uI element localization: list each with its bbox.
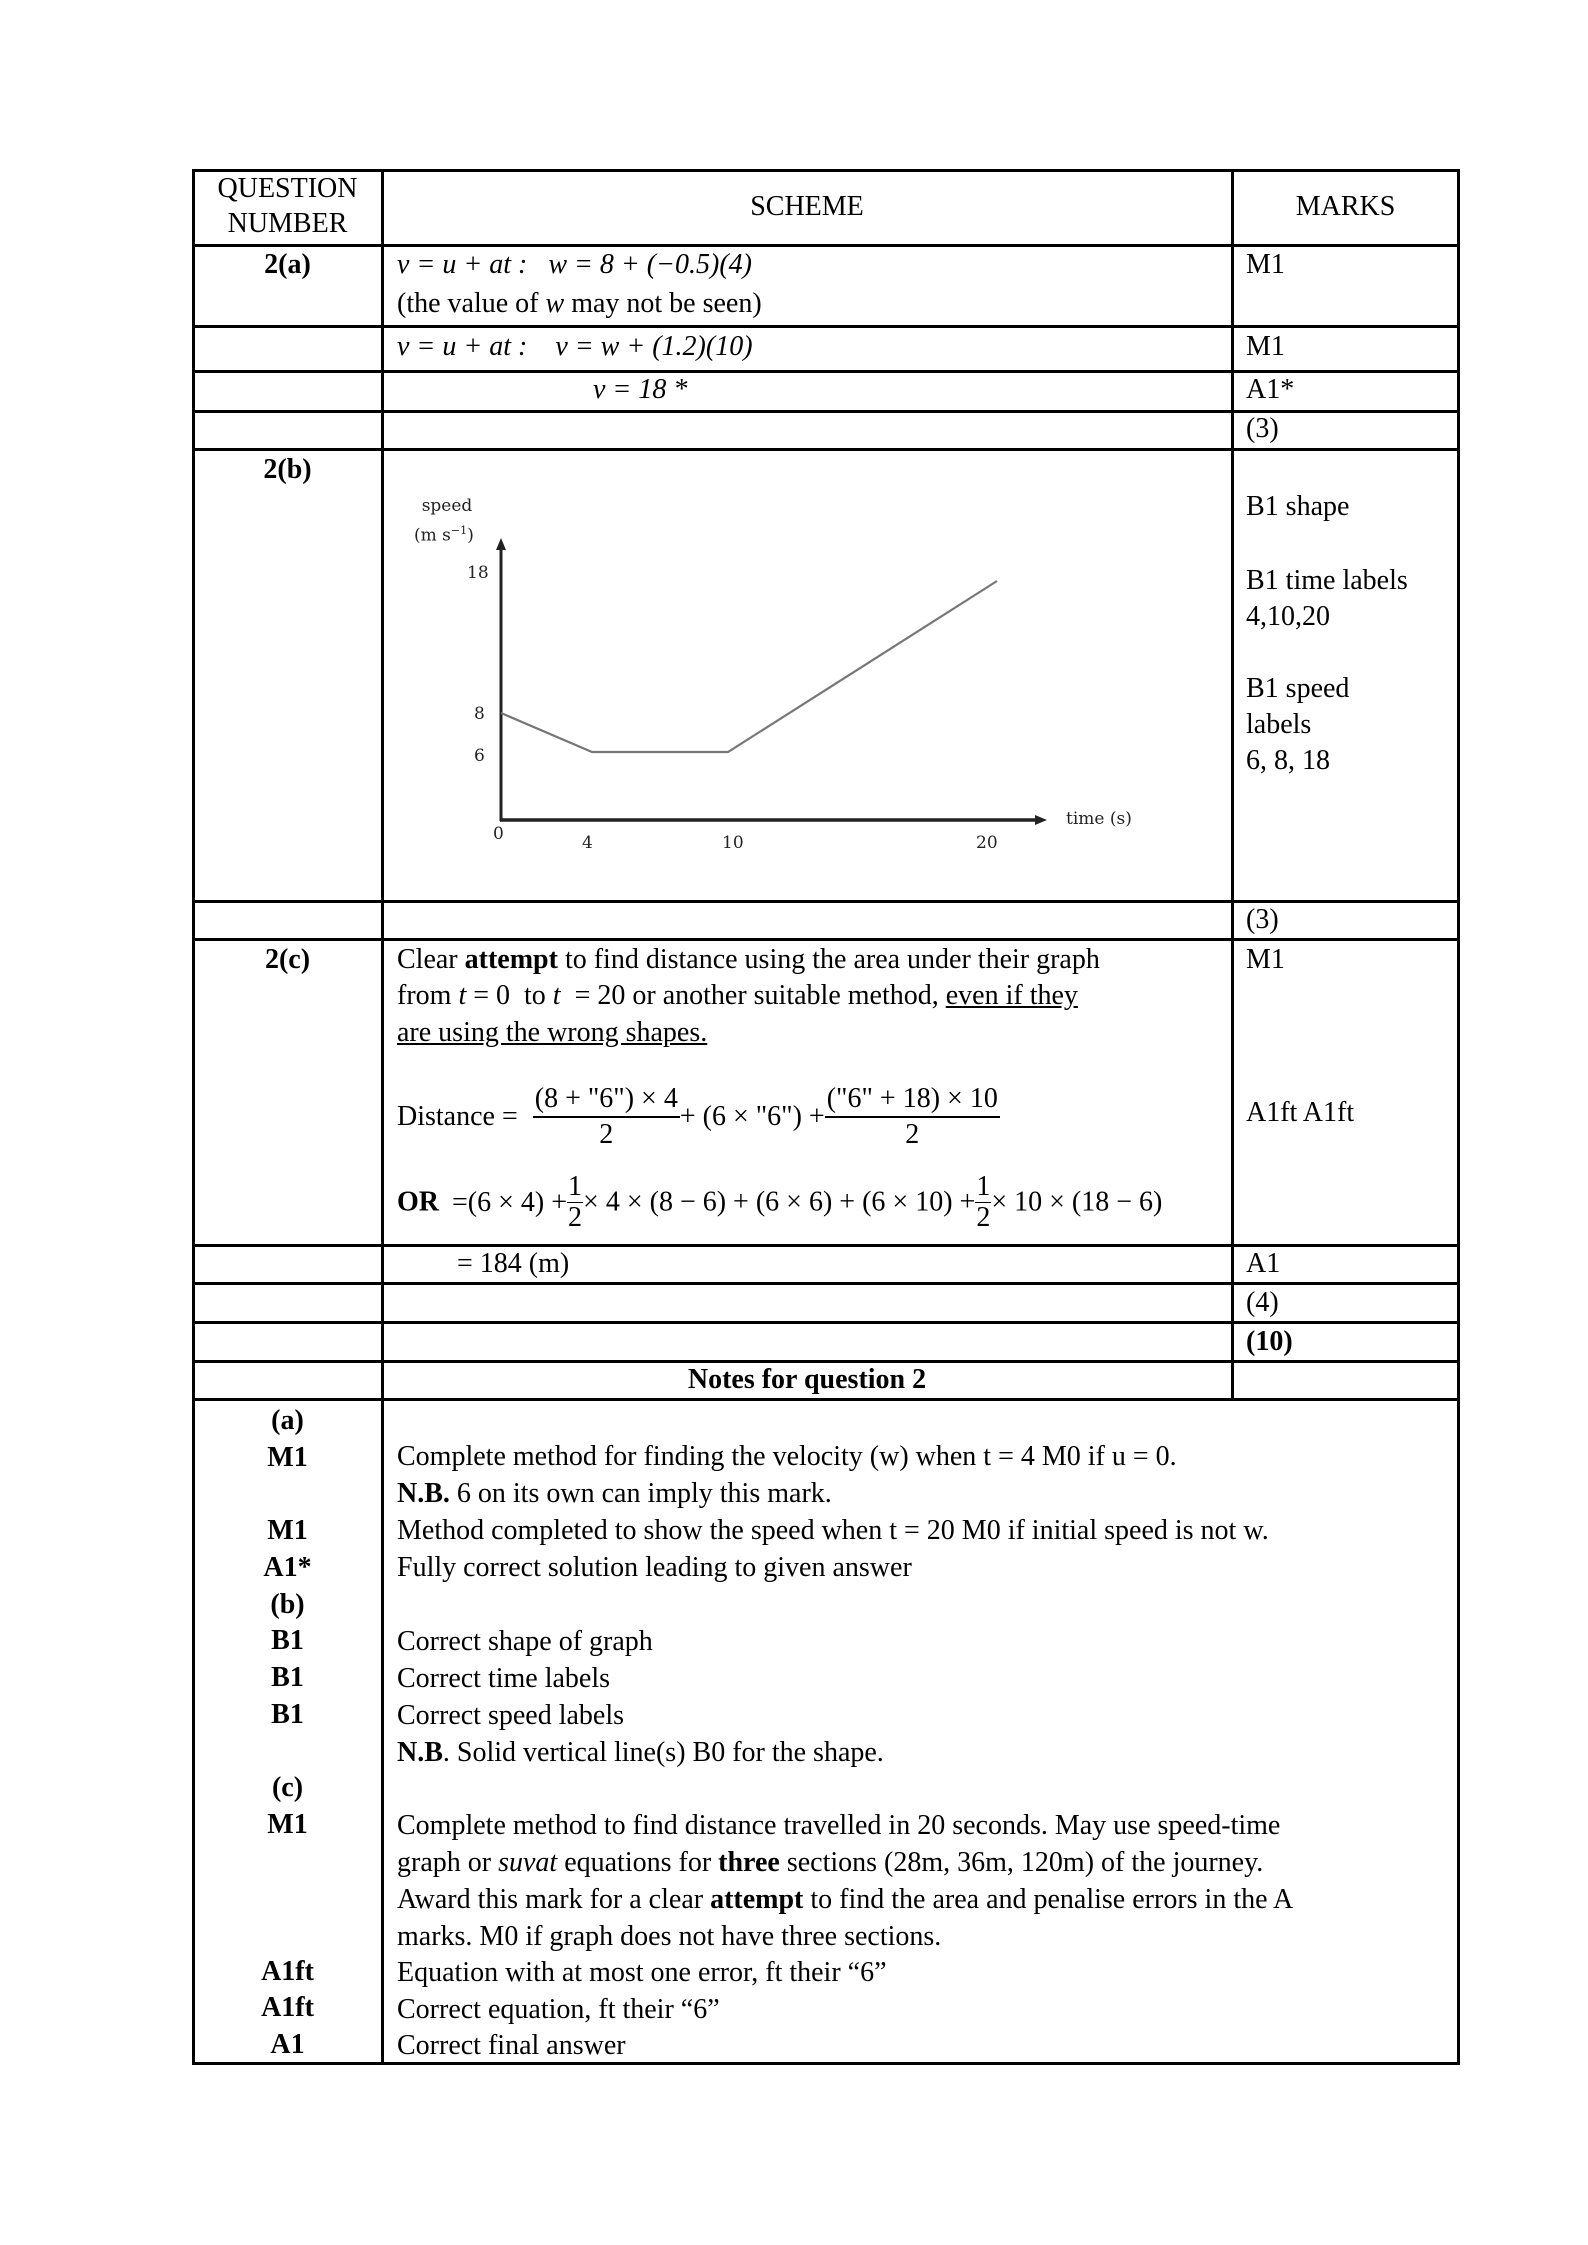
denominator: 2: [599, 1119, 614, 1150]
scheme-answer: = 184 (m): [457, 1248, 570, 1279]
note-line: Correct shape of graph: [397, 1626, 653, 1657]
note-line: [397, 1476, 832, 1512]
x-tick-label: 10: [722, 833, 744, 853]
graph-svg: [0, 0, 1588, 950]
text: 6 on its own can imply this mark.: [449, 1478, 832, 1509]
note-mark-label: (c): [271, 1772, 304, 1803]
y-axis-title: speed: [421, 496, 473, 516]
underlined-text: even if they: [945, 980, 1078, 1011]
note-line: Method completed to show the speed when t = 20 M0 if initial speed is not w.: [397, 1515, 1269, 1546]
formula-part: × 10 × (18 − 6): [991, 1186, 1163, 1218]
x-tick-label: 20: [976, 833, 998, 853]
mark-code: M1: [1246, 331, 1285, 362]
note-line: [397, 1845, 1263, 1881]
note-line: [397, 1735, 884, 1771]
scheme-text-line: [397, 978, 1078, 1014]
nb-label: N.B: [397, 1737, 443, 1768]
mark-code: M1: [1246, 944, 1285, 975]
distance-formula: [397, 1082, 1000, 1152]
text: = 20 or another suitable method,: [560, 980, 946, 1011]
x-tick-label: 0: [493, 824, 504, 844]
numerator: 1: [976, 1171, 991, 1202]
var: t: [458, 980, 467, 1011]
scheme-text-line: are using the wrong shapes.: [397, 1017, 708, 1048]
note-var: w: [545, 288, 565, 319]
note-mark-label: A1: [270, 2028, 305, 2060]
bold-text: attempt: [710, 1884, 804, 1915]
denominator: 2: [905, 1119, 920, 1150]
bold-text: three: [718, 1847, 780, 1878]
y-tick-label: 8: [474, 704, 485, 724]
mark-total: (4): [1246, 1287, 1279, 1318]
mark-code: A1ft A1ft: [1246, 1097, 1355, 1128]
or-label: OR: [397, 1186, 439, 1218]
mark-detail: labels: [1246, 709, 1312, 740]
mark-code: B1 time labels: [1246, 565, 1408, 596]
note-text: (the value of: [397, 288, 546, 319]
scheme-text-line: [397, 942, 1100, 978]
fraction-half: [567, 1172, 583, 1233]
y-axis-unit: [414, 521, 474, 546]
speed-line: [501, 581, 997, 752]
equation-v: v = w + (1.2)(10): [555, 331, 753, 362]
note-mark-label: A1ft: [261, 1955, 314, 1987]
note-line: Correct speed labels: [397, 1700, 625, 1731]
header-question-text: QUESTION: [217, 173, 358, 204]
mark-code: M1: [1246, 249, 1285, 280]
text: from: [397, 980, 459, 1011]
y-axis-arrow-icon: [496, 538, 506, 550]
header-number-text: NUMBER: [227, 208, 348, 239]
note-line: Fully correct solution leading to given answer: [397, 1552, 912, 1583]
mark-detail: 6, 8, 18: [1246, 745, 1330, 776]
bold-text: attempt: [464, 944, 558, 975]
x-axis-title: time (s): [1066, 809, 1132, 829]
mark-total: (3): [1246, 413, 1279, 444]
note-mark-label: (a): [271, 1405, 304, 1436]
unit-text: ): [467, 525, 474, 546]
suvat-formula: v = u + at :: [397, 331, 528, 362]
numerator: (8 + "6") × 4: [533, 1082, 680, 1118]
note-text: may not be seen): [564, 288, 762, 319]
note-mark-label: M1: [267, 1441, 308, 1473]
nb-label: N.B.: [397, 1478, 450, 1509]
note-mark-label: (b): [270, 1588, 305, 1620]
header-marks: MARKS: [1295, 191, 1396, 222]
note-mark-label: M1: [267, 1515, 308, 1547]
question-label: 2(c): [264, 944, 311, 975]
notes-title: Notes for question 2: [687, 1364, 927, 1395]
header-scheme: SCHEME: [750, 191, 864, 222]
text: to find distance using the area under their graph: [557, 944, 1100, 975]
text: equations for: [557, 1847, 719, 1878]
distance-label: Distance =: [397, 1101, 518, 1132]
note-line: Correct equation, ft their “6”: [397, 1994, 720, 2025]
text: graph or: [397, 1847, 499, 1878]
text: = 0 to: [466, 980, 553, 1011]
y-tick-label: 6: [474, 746, 485, 766]
note-line: Complete method for finding the velocity (w) when t = 4 M0 if u = 0.: [397, 1441, 1177, 1472]
equation-w: w = 8 + (−0.5)(4): [548, 249, 752, 280]
note-line: Equation with at most one error, ft their “6”: [397, 1957, 887, 1988]
note-mark-label: M1: [267, 1808, 308, 1840]
note-mark-label: A1*: [263, 1551, 312, 1583]
x-tick-label: 4: [582, 833, 593, 853]
formula-part: =(6 × 4) +: [452, 1186, 568, 1218]
text: to find the area and penalise errors in the A: [803, 1884, 1294, 1915]
numerator: 1: [568, 1171, 583, 1202]
text: Award this mark for a clear: [397, 1884, 711, 1915]
scheme-answer: v = 18 *: [593, 374, 688, 405]
note-line: [397, 1882, 1293, 1918]
text: Clear: [397, 944, 465, 975]
mark-code: B1 shape: [1246, 491, 1350, 522]
note-line: Correct time labels: [397, 1663, 611, 1694]
fraction: [533, 1082, 680, 1152]
mark-detail: 4,10,20: [1246, 601, 1330, 632]
grand-total: (10): [1246, 1326, 1293, 1357]
var: t: [552, 980, 561, 1011]
unit-text: (m s: [414, 525, 451, 546]
note-mark-label: B1: [271, 1661, 304, 1693]
fraction-half: [975, 1172, 991, 1233]
note-line: Complete method to find distance travelled in 20 seconds. May use speed-time: [397, 1810, 1281, 1841]
formula-middle: + (6 × "6") +: [679, 1101, 825, 1132]
x-axis-arrow-icon: [1035, 815, 1047, 825]
mark-code: A1*: [1246, 374, 1295, 405]
alternative-formula: [397, 1172, 1162, 1233]
text: sections (28m, 36m, 120m) of the journey.: [779, 1847, 1264, 1878]
mark-code: B1 speed: [1246, 673, 1350, 704]
text: . Solid vertical line(s) B0 for the shape.: [442, 1737, 884, 1768]
unit-exponent: −1: [450, 524, 468, 537]
mark-total: (3): [1246, 904, 1279, 935]
note-line: marks. M0 if graph does not have three sections.: [397, 1921, 942, 1952]
italic-text: suvat: [498, 1847, 558, 1878]
suvat-formula: v = u + at :: [397, 249, 528, 280]
numerator: ("6" + 18) × 10: [825, 1082, 1000, 1118]
denominator: 2: [568, 1202, 583, 1233]
denominator: 2: [976, 1202, 991, 1233]
mark-code: A1: [1246, 1248, 1281, 1279]
note-mark-label: A1ft: [261, 1992, 314, 2024]
note-mark-label: B1: [271, 1698, 304, 1730]
question-label: 2(a): [264, 249, 311, 280]
question-label: 2(b): [263, 454, 312, 485]
note-mark-label: B1: [271, 1625, 304, 1657]
y-tick-label: 18: [467, 563, 489, 583]
note-line: Correct final answer: [397, 2030, 626, 2061]
formula-part: × 4 × (8 − 6) + (6 × 6) + (6 × 10) +: [583, 1186, 976, 1218]
fraction: [825, 1082, 1000, 1152]
